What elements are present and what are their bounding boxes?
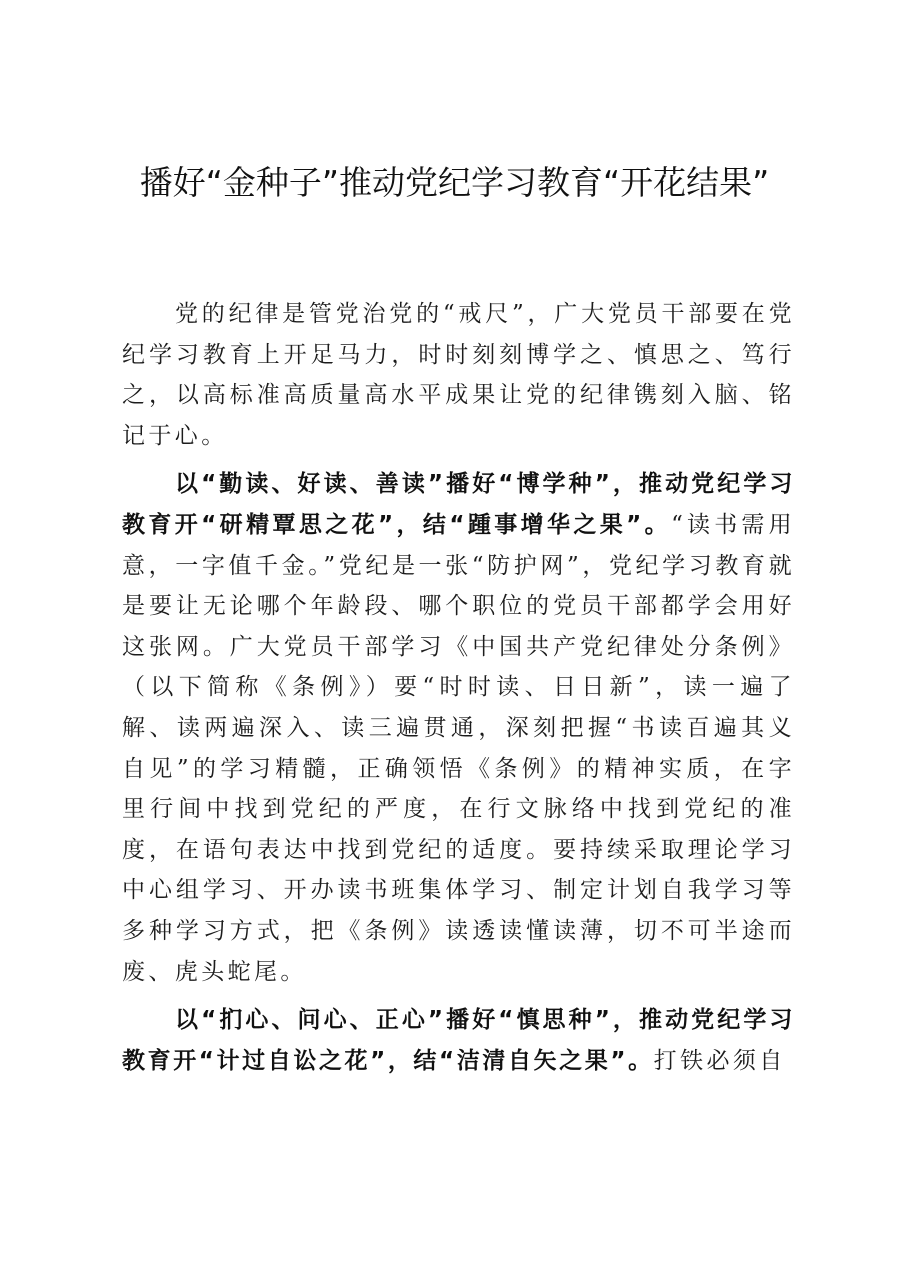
paragraph-1-text: 党的纪律是管党治党的“戒尺”，广大党员干部要在党纪学习教育上开足马力，时时刻刻博学之、慎思之、笃行之，以高标准高质量高水平成果让党的纪律镌刻入脑、铭记于心。 (122, 301, 795, 449)
paragraph-1 (122, 294, 795, 456)
paragraph-3-lead: 以“扪心、问心、正心”播好“慎思种”，推动党纪学习教育开“计过自讼之花”，结“洁清自矢之果”。 (122, 1007, 795, 1074)
document-body (122, 294, 795, 1089)
document-title: 播好“金种子”推动党纪学习教育“开花结果” (139, 163, 770, 202)
paragraph-2-lead: 以“勤读、好读、善读”播好“博学种”，推动党纪学习教育开“研精覃思之花”，结“踵事增华之果”。 (122, 471, 795, 538)
paragraph-2-text: “读书需用意，一字值千金。”党纪是一张“防护网”，党纪学习教育就是要让无论哪个年龄段、哪个职位的党员干部都学会用好这张网。广大党员干部学习《中国共产党纪律处分条例》（以下简称《条例》）要“时时读、日日新”，读一遍了解、读两遍深入、读三遍贯通，深刻把握“书读百遍其义自见”的学习精髓，正确领悟《条例》的精神实质，在字里行间中找到党纪的严度，在行文脉络中找到党纪的准度，在语句表达中找到党纪的适度。要持续采取理论学习中心组学习、开办读书班集体学习、制定计划自我学习等多种学习方式，把《条例》读透读懂读薄，切不可半途而废、虎头蛇尾。 (122, 511, 795, 985)
paragraph-3 (122, 1000, 795, 1081)
paragraph-3-text: 打铁必须自 (653, 1047, 786, 1074)
paragraph-2 (122, 464, 795, 992)
